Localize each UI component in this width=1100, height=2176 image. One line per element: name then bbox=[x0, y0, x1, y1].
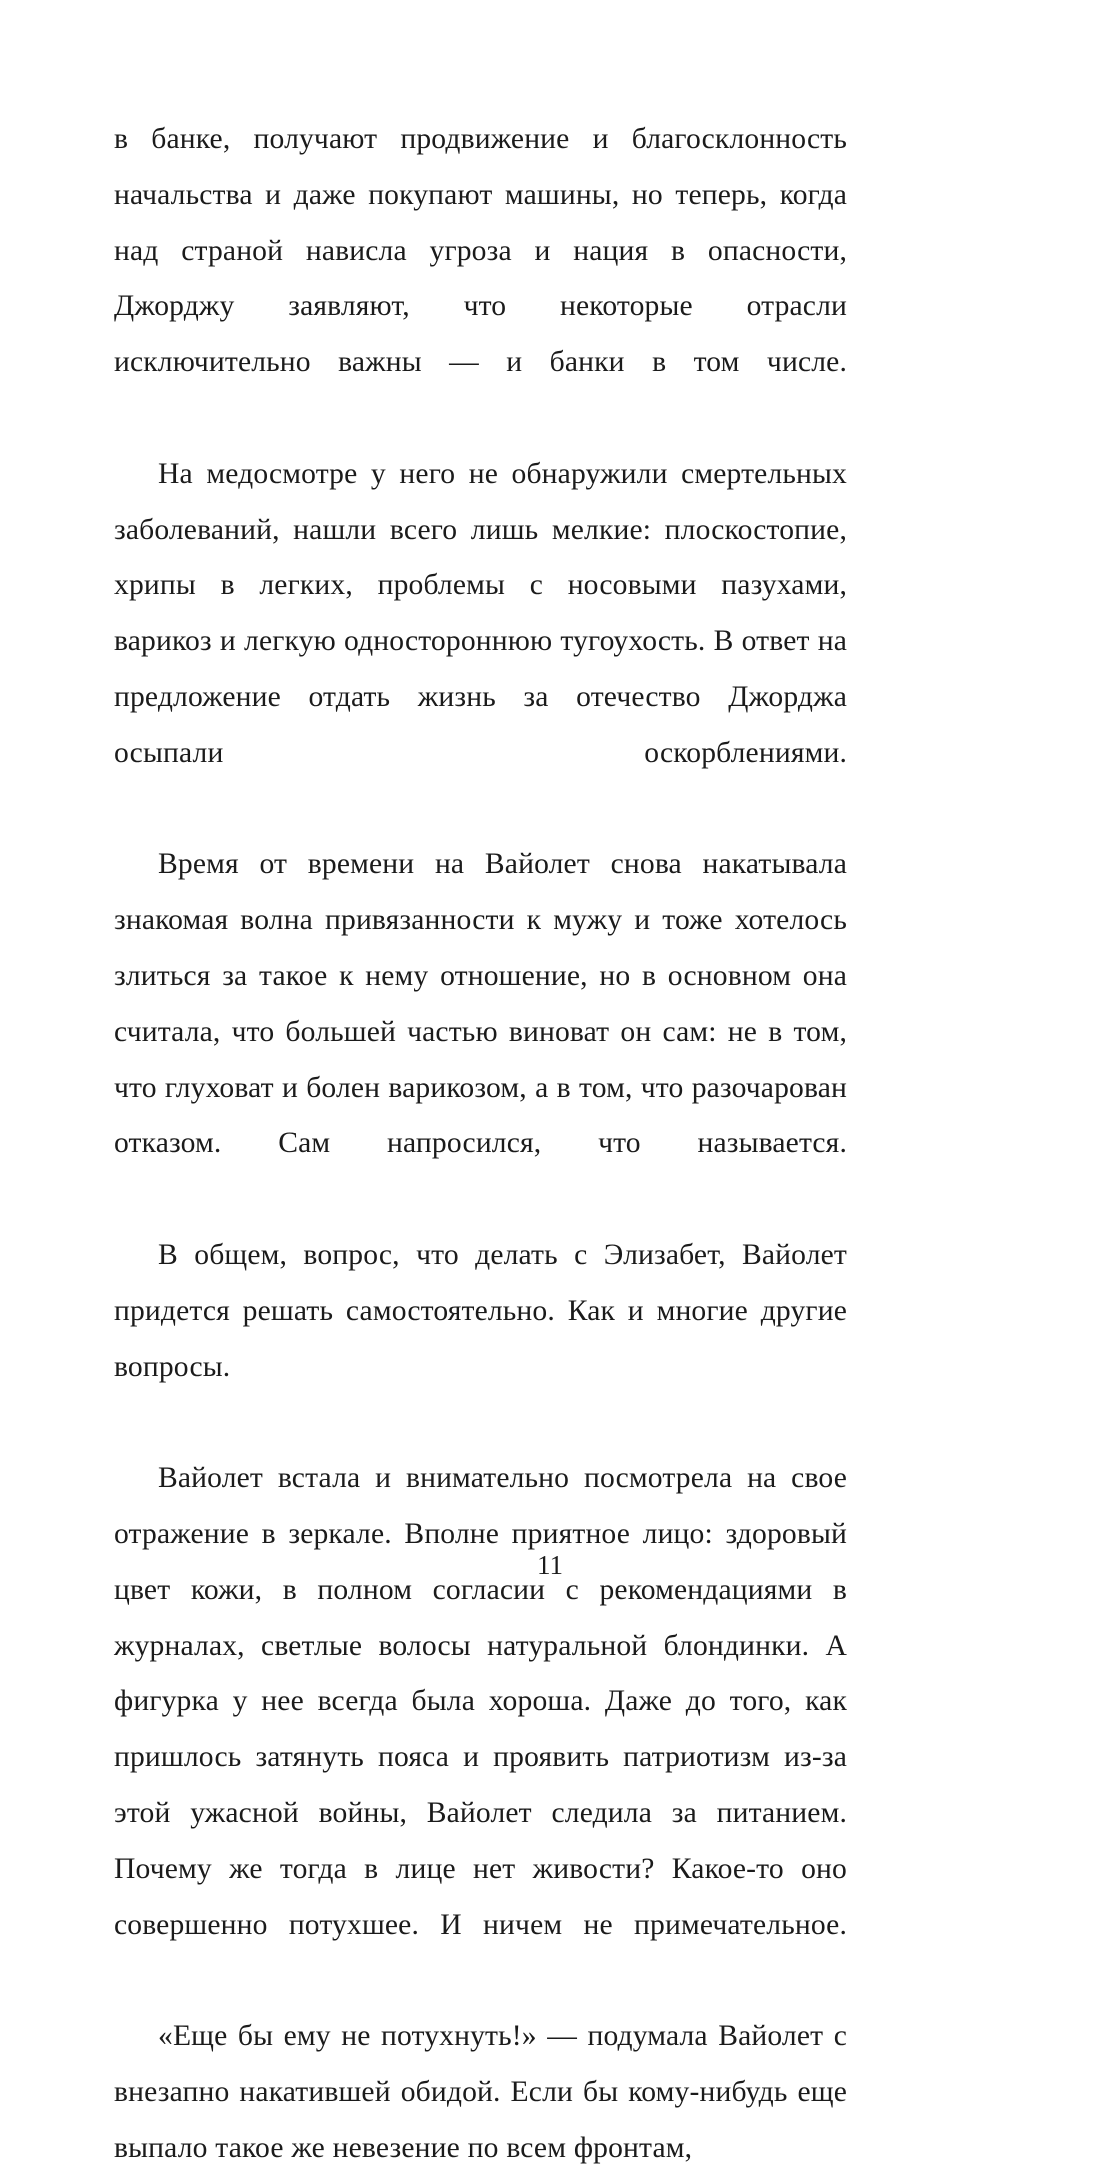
paragraph: В общем, вопрос, что делать с Элизабет, Вайолет придется решать самостоятельно. Как и многие другие вопросы. bbox=[114, 1238, 847, 1383]
paragraph: Время от времени на Вайолет снова накатывала знакомая волна привязанности к мужу и тоже хотелось злиться за такое к нему отношение, но в основном она считала, что большей частью виноват он сам: не в том, что глуховат и болен варикозом, а в том, что разочарован отказом. Сам напросился, что называется. bbox=[114, 848, 847, 1160]
paragraph: «Еще бы ему не потухнуть!» — подумала Вайолет с внезапно накатившей обидой. Если бы кому-нибудь еще выпало такое же невезение по всем фронтам, bbox=[114, 2020, 847, 2164]
page-number: 11 bbox=[537, 1550, 563, 1580]
page-text-block bbox=[114, 112, 847, 2176]
paragraph: в банке, получают продвижение и благосклонность начальства и даже покупают машины, но теперь, когда над страной нависла угроза и нация в опасности, Джорджу заявляют, что некоторые отрасли исключительно важны — и банки в том числе. bbox=[114, 123, 847, 379]
paragraph: Вайолет встала и внимательно посмотрела на свое отражение в зеркале. Вполне приятное лицо: здоровый цвет кожи, в полном согласии с рекомендациями в журналах, светлые волосы натуральной блондинки. А фигурка у нее всегда была хороша. Даже до того, как пришлось затянуть пояса и проявить патриотизм из-за этой ужасной войны, Вайолет следила за питанием. Почему же тогда в лице нет живости? Какое-то оно совершенно потухшее. И ничем не примечательное. bbox=[114, 1462, 847, 1941]
paragraph: На медосмотре у него не обнаружили смертельных заболеваний, нашли всего лишь мелкие: плоскостопие, хрипы в легких, проблемы с носовыми пазухами, варикоз и легкую одностороннюю тугоухость. В ответ на предложение отдать жизнь за отечество Джорджа осыпали оскорблениями. bbox=[114, 457, 847, 769]
